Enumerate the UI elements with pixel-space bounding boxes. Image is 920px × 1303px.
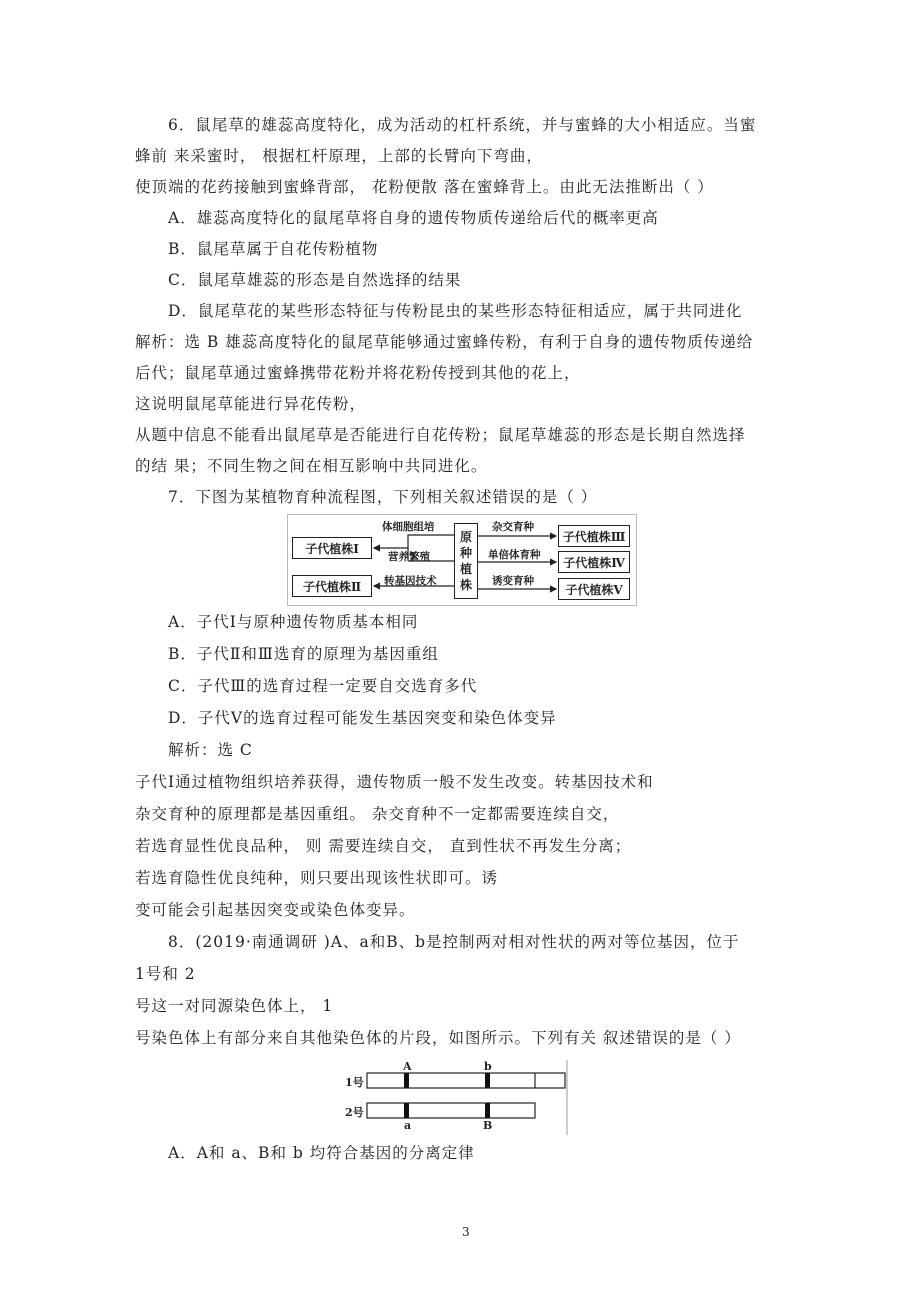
original-plant-char: 原 (459, 530, 472, 544)
label-haploid-breeding: 单倍体育种 (488, 549, 541, 561)
gene-A-band (404, 1073, 409, 1088)
gene-a-label: a (404, 1119, 412, 1132)
q8-stem-line3: 号这一对同源染色体上， 1 (135, 997, 334, 1015)
q8-stem-line2: 1号和 2 (135, 965, 196, 983)
offspring-plant-2-box: 子代植株Ⅱ (292, 575, 372, 597)
q7-option-c: C．子代Ⅲ的选育过程一定要自交选育多代 (168, 677, 478, 695)
label-transgenic: 转基因技术 (384, 575, 437, 587)
chromosome-diagram (345, 1060, 570, 1135)
q8-stem-line4: 号染色体上有部分来自其他染色体的片段，如图所示。下列有关 叙述错误的是（ ） (135, 1029, 741, 1047)
chromosome-2 (367, 1103, 535, 1118)
gene-a-band (404, 1103, 409, 1118)
q6-option-a: A．雄蕊高度特化的鼠尾草将自身的遗传物质传递给后代的概率更高 (168, 209, 659, 227)
q7-stem: 7．下图为某植物育种流程图，下列相关叙述错误的是（ ） (168, 488, 598, 506)
label-vegetative-propagation: 营养繁殖 (388, 551, 430, 563)
q6-option-d: D．鼠尾草花的某些形态特征与传粉昆虫的某些形态特征相适应，属于共同进化 (168, 302, 743, 320)
q7-analysis-line4: 若选育隐性优良纯种，则只要出现该性状即可。诱 (135, 869, 499, 887)
q7-analysis-line5: 变可能会引起基因突变或染色体变异。 (135, 901, 416, 919)
gene-b-band (485, 1073, 490, 1088)
gene-B-label: B (483, 1119, 493, 1132)
q6-analysis-line1: 解析：选 B 雄蕊高度特化的鼠尾草能够通过蜜蜂传粉，有利于自身的遗传物质传递给 (135, 333, 754, 351)
gene-b-label: b (484, 1060, 492, 1073)
q6-option-b: B．鼠尾草属于自花传粉植物 (168, 240, 379, 258)
q8-stem-line1: 8．(2019·南通调研 )A、a和B、b是控制两对相对性状的两对等位基因，位于 (168, 933, 740, 951)
q6-analysis-line4: 从题中信息不能看出鼠尾草是否能进行自花传粉；鼠尾草雄蕊的形态是长期自然选择 (135, 426, 746, 444)
q6-option-c: C．鼠尾草雄蕊的形态是自然选择的结果 (168, 271, 462, 289)
label-somatic-culture: 体细胞组培 (382, 521, 435, 533)
q6-stem-line2: 蜂前 来采蜜时， 根据杠杆原理，上部的长臂向下弯曲， (135, 147, 543, 165)
label-mutation-breeding: 诱变育种 (492, 575, 534, 587)
offspring-plant-3-box: 子代植株Ⅲ (558, 525, 630, 547)
original-plant-char: 植 (459, 562, 472, 576)
q6-analysis-line2: 后代；鼠尾草通过蜜蜂携带花粉并将花粉传授到其他的花上， (135, 364, 581, 382)
flow-arrows (288, 515, 636, 605)
label-hybrid-breeding: 杂交育种 (492, 521, 534, 533)
chromosome-2-label: 2号 (345, 1106, 364, 1119)
q7-analysis-line1: 子代Ⅰ通过植物组织培养获得，遗传物质一般不发生改变。转基因技术和 (135, 773, 654, 791)
q6-analysis-line3: 这说明鼠尾草能进行异花传粉， (135, 395, 367, 413)
q7-option-d: D．子代Ⅴ的选育过程可能发生基因突变和染色体变异 (168, 709, 557, 727)
original-plant-char: 种 (459, 546, 472, 560)
q8-option-a: A．A和 a、B和 b 均符合基因的分离定律 (168, 1144, 475, 1162)
chromosome-svg (345, 1060, 570, 1135)
q6-analysis-line5: 的结 果；不同生物之间在相互影响中共同进化。 (135, 457, 488, 475)
offspring-plant-4-box: 子代植株Ⅳ (558, 551, 630, 573)
q7-option-b: B．子代Ⅱ和Ⅲ选育的原理为基因重组 (168, 645, 439, 663)
breeding-flow-diagram (287, 514, 637, 606)
q6-stem-line3: 使顶端的花药接触到蜜蜂背部， 花粉便散 落在蜜蜂背上。由此无法推断出（ ） (135, 178, 714, 196)
offspring-plant-5-box: 子代植株Ⅴ (558, 578, 630, 600)
q7-option-a: A．子代Ⅰ与原种遗传物质基本相同 (168, 613, 419, 631)
offspring-plant-1-box: 子代植株Ⅰ (292, 537, 372, 559)
gene-B-band (485, 1103, 490, 1118)
chromosome-1-label: 1号 (345, 1076, 364, 1089)
q7-analysis-line0: 解析：选 C (168, 741, 253, 759)
original-plant-char: 株 (459, 578, 472, 592)
page-number: 3 (462, 1225, 470, 1239)
q7-analysis-line2: 杂交育种的原理都是基因重组。 杂交育种不一定都需要连续自交， (135, 805, 620, 823)
gene-A-label: A (403, 1060, 412, 1073)
q6-stem-line1: 6．鼠尾草的雄蕊高度特化，成为活动的杠杆系统，并与蜜蜂的大小相适应。当蜜 (168, 116, 757, 134)
q7-analysis-line3: 若选育显性优良品种， 则 需要连续自交， 直到性状不再发生分离； (135, 837, 632, 855)
